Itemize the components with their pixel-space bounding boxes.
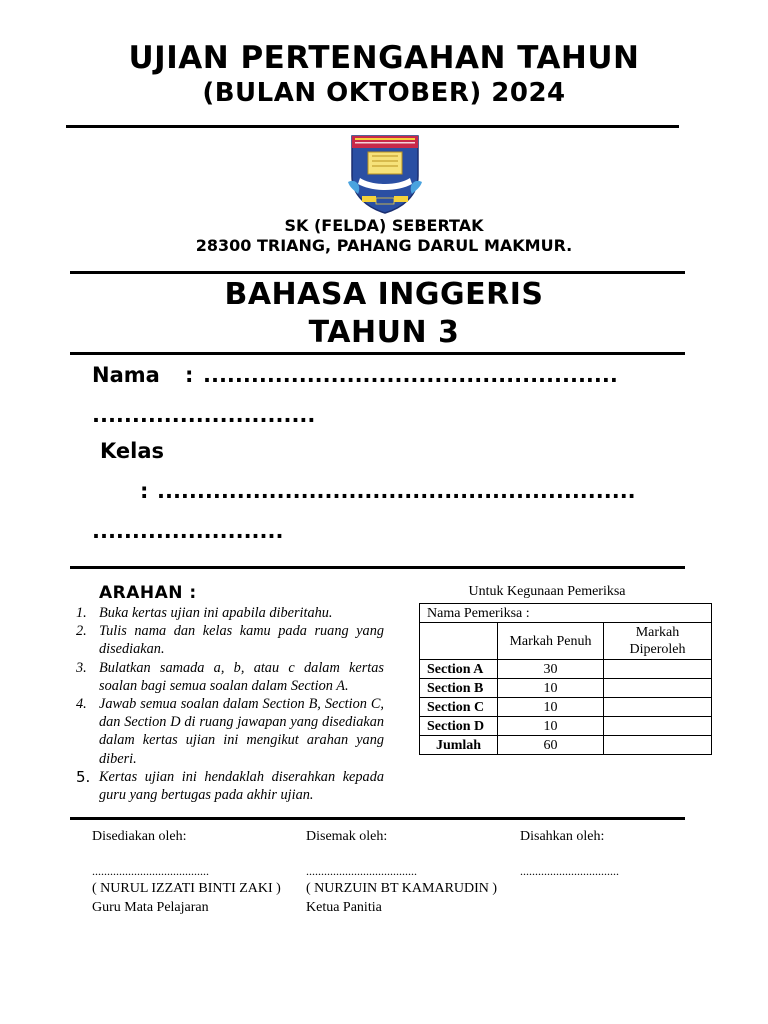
instruction-number: 5. bbox=[76, 767, 91, 786]
table-row bbox=[420, 679, 712, 698]
prepared-signature-line: ....................................... bbox=[92, 864, 209, 878]
instruction-number: 1. bbox=[76, 605, 87, 621]
instruction-text: Kertas ujian ini hendaklah diserahkan kepada guru yang bertugas pada akhir ujian. bbox=[99, 768, 384, 804]
full-marks-value: 10 bbox=[498, 679, 604, 698]
section-label: Section B bbox=[420, 679, 498, 698]
instructions-heading: ARAHAN : bbox=[99, 583, 197, 603]
instructions-list bbox=[76, 604, 384, 804]
examiner-name-row bbox=[420, 604, 712, 623]
checked-by-name: ( NURZUIN BT KAMARUDIN ) bbox=[306, 881, 498, 896]
table-row bbox=[420, 660, 712, 679]
table-header-row bbox=[420, 623, 712, 660]
subject-name: BAHASA INGGERIS bbox=[224, 277, 544, 312]
prepared-by-name: ( NURUL IZZATI BINTI ZAKI ) bbox=[92, 881, 281, 896]
divider bbox=[66, 125, 679, 128]
exam-subtitle: (BULAN OKTOBER) 2024 bbox=[202, 78, 566, 108]
divider bbox=[70, 566, 685, 569]
approved-by-label: Disahkan oleh: bbox=[520, 829, 605, 844]
divider bbox=[70, 352, 685, 355]
obtained-marks-cell[interactable] bbox=[604, 698, 712, 717]
instruction-item bbox=[76, 768, 384, 804]
instruction-text: Bulatkan samada a, b, atau c dalam kertas soalan bagi semua soalan dalam Section A. bbox=[99, 659, 384, 694]
instruction-item bbox=[76, 622, 384, 658]
instruction-number: 4. bbox=[76, 696, 87, 713]
class-input-line[interactable]: ............................................................ bbox=[157, 479, 636, 503]
instruction-text: Tulis nama dan kelas kamu pada ruang yang disediakan. bbox=[99, 623, 384, 658]
instruction-item bbox=[76, 659, 384, 695]
school-address: 28300 TRIANG, PAHANG DARUL MAKMUR. bbox=[195, 236, 573, 255]
class-colon: : bbox=[140, 479, 149, 503]
total-full-marks-value: 60 bbox=[498, 736, 604, 755]
table-row-total bbox=[420, 736, 712, 755]
instruction-item bbox=[76, 604, 384, 622]
section-label: Section C bbox=[420, 698, 498, 717]
instruction-number: 2. bbox=[76, 623, 87, 640]
instruction-number: 3. bbox=[76, 659, 87, 676]
full-marks-value: 10 bbox=[498, 717, 604, 736]
instruction-text: Jawab semua soalan dalam Section B, Section C, dan Section D di ruang jawapan yang disediakan dalam kertas ujian ini mengikut arahan yang diberi. bbox=[99, 696, 384, 767]
school-name: SK (FELDA) SEBERTAK bbox=[284, 216, 484, 235]
exam-title: UJIAN PERTENGAHAN TAHUN bbox=[128, 40, 640, 76]
name-input-line-continued[interactable]: ............................ bbox=[92, 403, 316, 427]
table-row bbox=[420, 717, 712, 736]
examiner-name-label: Nama Pemeriksa : bbox=[420, 604, 712, 623]
class-input-line-continued[interactable]: ........................ bbox=[92, 519, 284, 543]
obtained-marks-cell[interactable] bbox=[604, 660, 712, 679]
table-header-empty bbox=[420, 623, 498, 660]
total-label: Jumlah bbox=[420, 736, 498, 755]
divider bbox=[70, 817, 685, 820]
obtained-marks-cell[interactable] bbox=[604, 679, 712, 698]
total-obtained-marks-cell[interactable] bbox=[604, 736, 712, 755]
obtained-marks-cell[interactable] bbox=[604, 717, 712, 736]
examiner-caption: Untuk Kegunaan Pemeriksa bbox=[468, 584, 626, 599]
examiner-marks-table bbox=[419, 603, 712, 755]
class-label: Kelas bbox=[100, 439, 165, 463]
prepared-by-role: Guru Mata Pelajaran bbox=[92, 900, 209, 915]
full-marks-value: 10 bbox=[498, 698, 604, 717]
approved-signature-line: ................................. bbox=[520, 864, 619, 878]
checked-by-role: Ketua Panitia bbox=[306, 900, 382, 915]
prepared-by-label: Disediakan oleh: bbox=[92, 829, 187, 844]
section-label: Section A bbox=[420, 660, 498, 679]
full-marks-value: 30 bbox=[498, 660, 604, 679]
section-label: Section D bbox=[420, 717, 498, 736]
col-full-marks: Markah Penuh bbox=[498, 623, 604, 660]
name-label: Nama bbox=[92, 363, 160, 387]
name-colon: : bbox=[185, 363, 194, 387]
table-row bbox=[420, 698, 712, 717]
instruction-item bbox=[76, 695, 384, 768]
col-marks-obtained: Markah Diperoleh bbox=[604, 623, 712, 660]
school-crest-logo bbox=[346, 134, 424, 214]
name-input-line[interactable]: .................................................... bbox=[203, 363, 618, 387]
subject-year: TAHUN 3 bbox=[308, 315, 460, 350]
checked-by-label: Disemak oleh: bbox=[306, 829, 388, 844]
instruction-text: Buka kertas ujian ini apabila diberitahu. bbox=[99, 605, 333, 621]
divider bbox=[70, 271, 685, 274]
checked-signature-line: ..................................... bbox=[306, 864, 417, 878]
